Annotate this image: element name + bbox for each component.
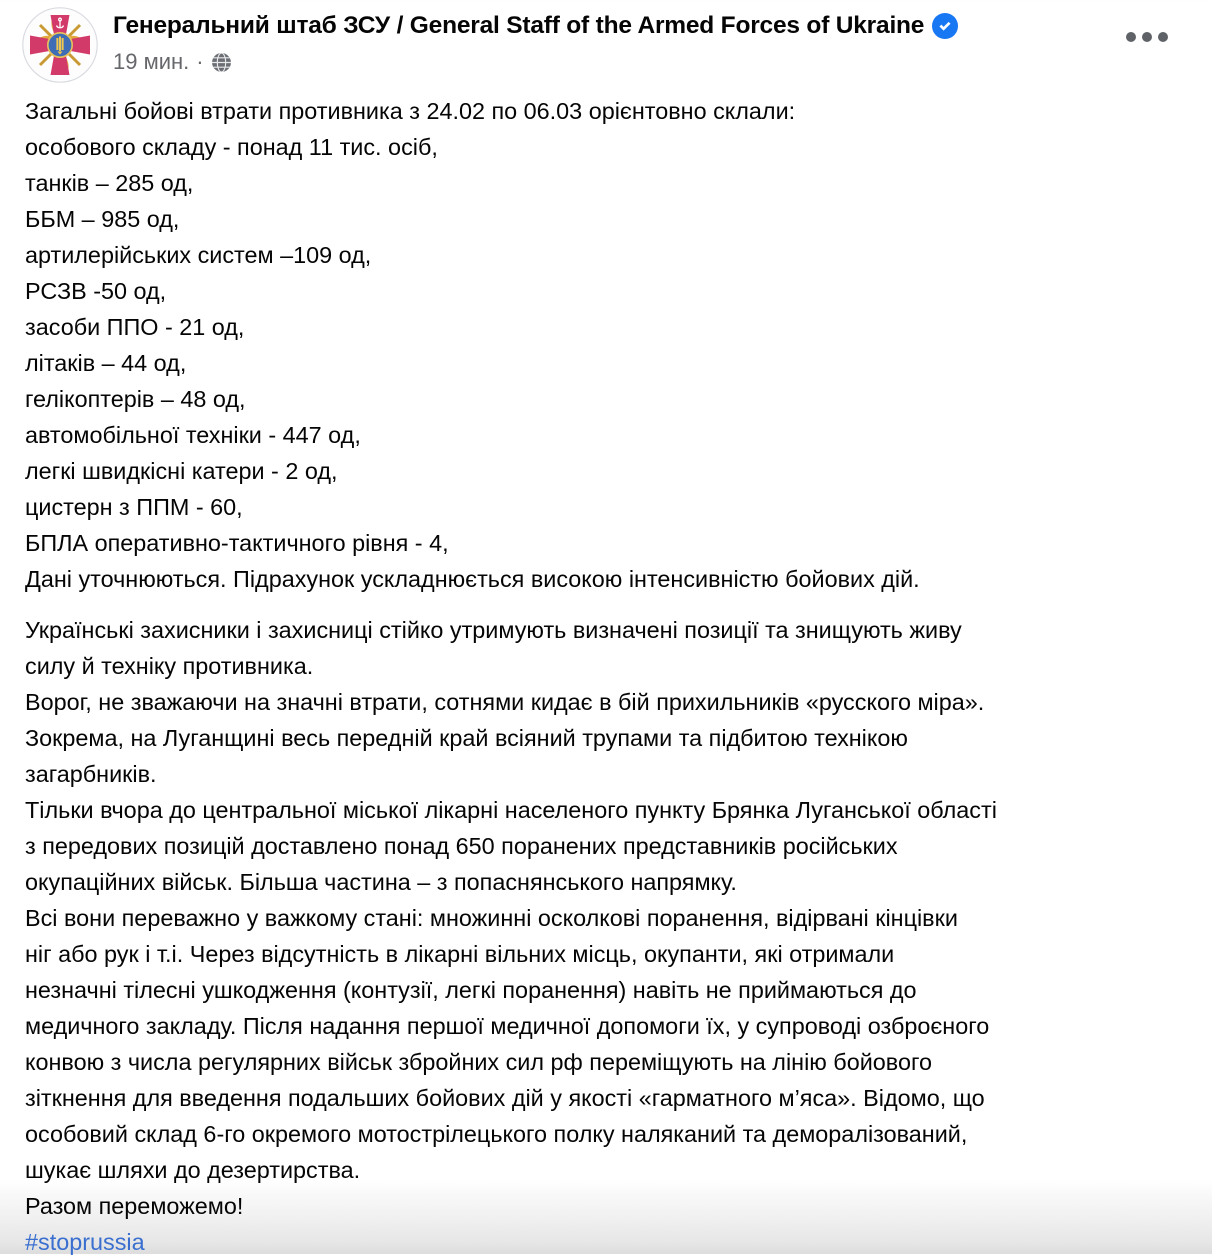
post-text-line: зіткнення для введення подальших бойових дій у якості «гарматного м’яса». Відомо, що [25, 1085, 985, 1111]
post-text-line: загарбників. [25, 761, 157, 787]
post-body [0, 83, 1212, 1260]
post-header [0, 0, 1212, 83]
header-text [113, 7, 958, 75]
post-text-line: окупаційних військ. Більша частина – з попаснянського напрямку. [25, 869, 737, 895]
hashtag-line [25, 1224, 1187, 1260]
meta-separator: · [196, 49, 204, 74]
verified-badge-icon [932, 13, 958, 39]
post-text-line: особового складу - понад 11 тис. осіб, [25, 134, 438, 160]
post-text-line: РСЗВ -50 од, [25, 278, 167, 304]
post-text-line: особовий склад 6-го окремого мотострілецького полку наляканий та деморалізований, [25, 1121, 968, 1147]
post-text-line: автомобільної техніки - 447 од, [25, 422, 361, 448]
post-text-line: Загальні бойові втрати противника з 24.02 по 06.03 орієнтовно склали: [25, 98, 796, 124]
losses-paragraph [25, 93, 1187, 597]
timestamp-link[interactable]: 19 мин. [113, 49, 190, 74]
post-text-line: незначні тілесні ушкодження (контузії, легкі поранення) навіть не приймаються до [25, 977, 917, 1003]
post-options-menu-button[interactable] [1120, 20, 1174, 54]
situation-paragraph [25, 612, 1187, 1224]
page-name-link[interactable]: Генеральний штаб ЗСУ / General Staff of the Armed Forces of Ukraine [113, 12, 925, 39]
ellipsis-dot [1126, 32, 1136, 42]
post-text-line: БПЛА оперативно-тактичного рівня - 4, [25, 530, 449, 556]
post-text-line: ніг або рук і т.і. Через відсутність в лікарні вільних місць, окупанти, які отримали [25, 941, 895, 967]
globe-audience-icon [211, 52, 232, 73]
post-text-line: ББМ – 985 од, [25, 206, 180, 232]
post-text-line: Дані уточнюються. Підрахунок ускладнюється високою інтенсивністю бойових дій. [25, 566, 920, 592]
post-text-line: легкі швидкісні катери - 2 од, [25, 458, 338, 484]
post-text-line: Зокрема, на Луганщині весь передній край всіяний трупами та підбитою технікою [25, 725, 908, 751]
post-text-line: засоби ППО - 21 од, [25, 314, 245, 340]
post-text-line: гелікоптерів – 48 од, [25, 386, 246, 412]
post-text-line: танків – 285 од, [25, 170, 194, 196]
ellipsis-dot [1158, 32, 1168, 42]
general-staff-emblem-icon [22, 7, 98, 83]
post-text-line: медичного закладу. Після надання першої медичної допомоги їх, у супроводі озброєного [25, 1013, 990, 1039]
ellipsis-dot [1142, 32, 1152, 42]
post-text-line: шукає шляхи до дезертирства. [25, 1157, 361, 1183]
post-text-line: Тільки вчора до центральної міської лікарні населеного пункту Брянка Луганської області [25, 797, 997, 823]
hashtag-link[interactable]: #stoprussia [25, 1229, 145, 1255]
post-text-line: конвою з числа регулярних військ збройних сил рф переміщують на лінію бойового [25, 1049, 932, 1075]
post-text-line: Всі вони переважно у важкому стані: множинні осколкові поранення, відірвані кінцівки [25, 905, 958, 931]
post-text-line: Разом переможемо! [25, 1193, 244, 1219]
post-text-line: артилерійських систем –109 од, [25, 242, 372, 268]
post-text-line: силу й техніку противника. [25, 653, 314, 679]
post-text-line: Ворог, не зважаючи на значні втрати, сотнями кидає в бій прихильників «русского міра». [25, 689, 985, 715]
post-text-line: літаків – 44 од, [25, 350, 187, 376]
avatar[interactable] [22, 7, 98, 83]
post-meta [113, 49, 958, 75]
post-text-line: цистерн з ППМ - 60, [25, 494, 243, 520]
post-text-line: Українські захисники і захисниці стійко утримують визначені позиції та знищують живу [25, 617, 962, 643]
post-text-line: з передових позицій доставлено понад 650 поранених представників російських [25, 833, 898, 859]
